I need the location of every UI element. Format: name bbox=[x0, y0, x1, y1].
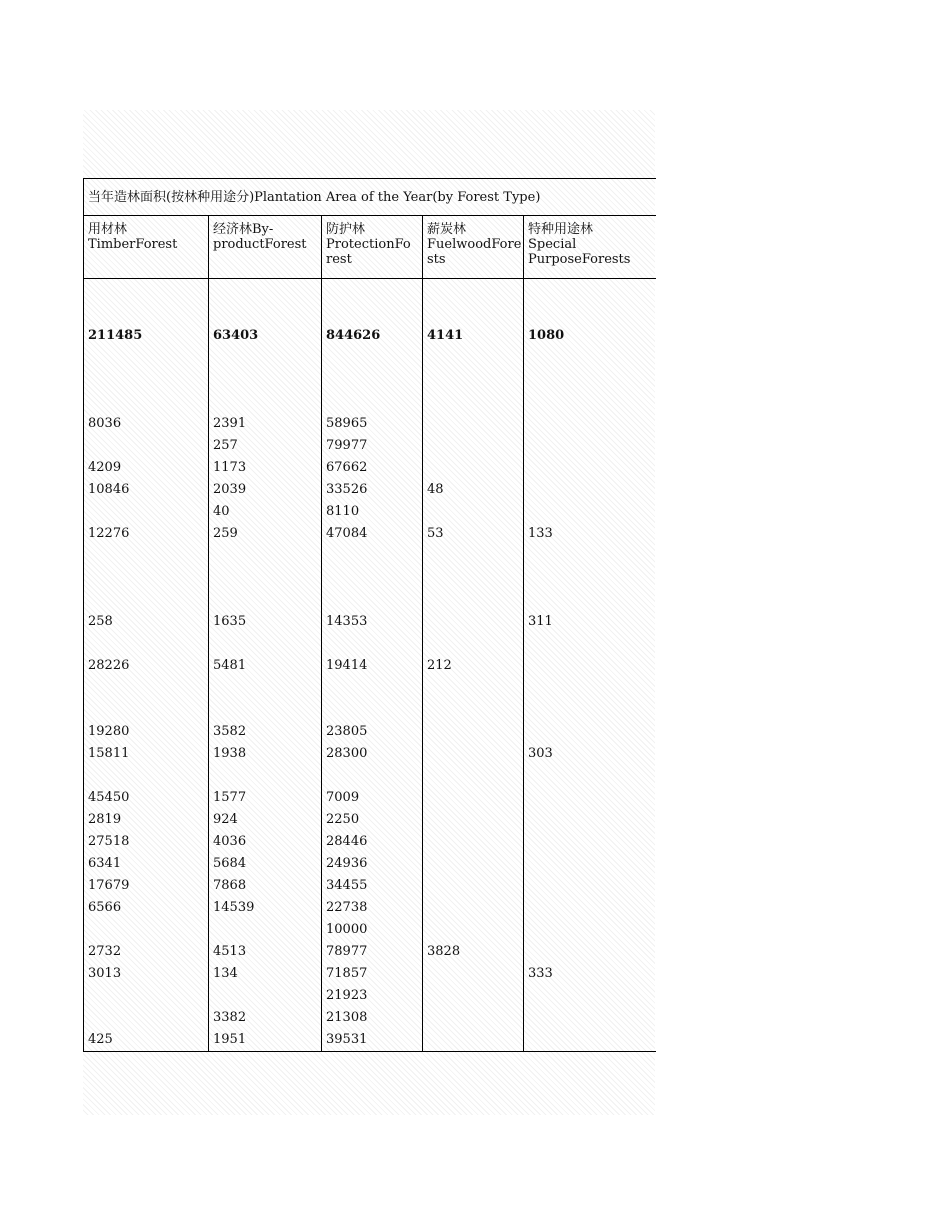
cell-timber: 3013 bbox=[84, 963, 209, 985]
cell-fuelwood bbox=[423, 809, 524, 831]
cell-special bbox=[524, 633, 656, 655]
cell-timber: 17679 bbox=[84, 875, 209, 897]
cell-byproduct: 1938 bbox=[209, 743, 322, 765]
cell-byproduct: 134 bbox=[209, 963, 322, 985]
cell-fuelwood bbox=[423, 875, 524, 897]
table-row bbox=[84, 963, 656, 985]
cell-special bbox=[524, 809, 656, 831]
spacer-row bbox=[84, 279, 656, 326]
table-row bbox=[84, 501, 656, 523]
cell-special bbox=[524, 941, 656, 963]
total-timber: 211485 bbox=[84, 325, 209, 347]
cell-timber: 12276 bbox=[84, 523, 209, 545]
cell-byproduct: 1951 bbox=[209, 1029, 322, 1052]
title-row bbox=[84, 179, 656, 216]
cell-fuelwood: 53 bbox=[423, 523, 524, 545]
cell-fuelwood bbox=[423, 765, 524, 787]
cell-byproduct bbox=[209, 391, 322, 413]
cell-byproduct bbox=[209, 545, 322, 567]
cell-fuelwood bbox=[423, 831, 524, 853]
cell-special bbox=[524, 391, 656, 413]
cell-fuelwood bbox=[423, 589, 524, 611]
cell-timber: 6566 bbox=[84, 897, 209, 919]
cell-special bbox=[524, 677, 656, 699]
cell-timber bbox=[84, 589, 209, 611]
table-row bbox=[84, 589, 656, 611]
cell-protection bbox=[322, 589, 423, 611]
cell-fuelwood bbox=[423, 369, 524, 391]
table-row bbox=[84, 985, 656, 1007]
cell-byproduct: 14539 bbox=[209, 897, 322, 919]
cell-protection: 2250 bbox=[322, 809, 423, 831]
cell-byproduct: 40 bbox=[209, 501, 322, 523]
cell-protection: 28446 bbox=[322, 831, 423, 853]
cell-protection: 47084 bbox=[322, 523, 423, 545]
cell-protection: 28300 bbox=[322, 743, 423, 765]
cell-protection bbox=[322, 567, 423, 589]
cell-byproduct bbox=[209, 699, 322, 721]
cell-protection: 14353 bbox=[322, 611, 423, 633]
cell-timber bbox=[84, 391, 209, 413]
cell-special bbox=[524, 457, 656, 479]
cell-protection: 22738 bbox=[322, 897, 423, 919]
cell-timber bbox=[84, 677, 209, 699]
cell-special bbox=[524, 545, 656, 567]
cell-fuelwood bbox=[423, 897, 524, 919]
cell-fuelwood bbox=[423, 1007, 524, 1029]
cell-timber bbox=[84, 347, 209, 369]
cell-special bbox=[524, 655, 656, 677]
cell-byproduct bbox=[209, 919, 322, 941]
cell-fuelwood bbox=[423, 501, 524, 523]
cell-byproduct bbox=[209, 567, 322, 589]
cell-protection bbox=[322, 633, 423, 655]
cell-byproduct bbox=[209, 677, 322, 699]
cell-byproduct: 2391 bbox=[209, 413, 322, 435]
cell-protection: 71857 bbox=[322, 963, 423, 985]
cell-timber bbox=[84, 919, 209, 941]
table-row bbox=[84, 655, 656, 677]
cell-timber: 28226 bbox=[84, 655, 209, 677]
cell-special bbox=[524, 435, 656, 457]
cell-fuelwood: 3828 bbox=[423, 941, 524, 963]
spacer-cell bbox=[423, 279, 524, 326]
cell-byproduct: 4513 bbox=[209, 941, 322, 963]
table-row bbox=[84, 611, 656, 633]
cell-byproduct bbox=[209, 589, 322, 611]
cell-byproduct bbox=[209, 369, 322, 391]
cell-protection bbox=[322, 545, 423, 567]
cell-special bbox=[524, 699, 656, 721]
cell-protection: 24936 bbox=[322, 853, 423, 875]
cell-fuelwood bbox=[423, 787, 524, 809]
total-fuelwood: 4141 bbox=[423, 325, 524, 347]
cell-protection bbox=[322, 347, 423, 369]
cell-fuelwood bbox=[423, 699, 524, 721]
cell-fuelwood bbox=[423, 919, 524, 941]
cell-fuelwood bbox=[423, 721, 524, 743]
cell-special bbox=[524, 589, 656, 611]
table-row bbox=[84, 369, 656, 391]
cell-fuelwood bbox=[423, 963, 524, 985]
cell-special bbox=[524, 875, 656, 897]
cell-protection: 7009 bbox=[322, 787, 423, 809]
cell-fuelwood bbox=[423, 413, 524, 435]
cell-protection: 34455 bbox=[322, 875, 423, 897]
cell-protection bbox=[322, 391, 423, 413]
cell-protection: 23805 bbox=[322, 721, 423, 743]
cell-timber: 10846 bbox=[84, 479, 209, 501]
cell-fuelwood bbox=[423, 1029, 524, 1052]
cell-fuelwood bbox=[423, 435, 524, 457]
cell-special bbox=[524, 501, 656, 523]
cell-timber: 15811 bbox=[84, 743, 209, 765]
table-row bbox=[84, 941, 656, 963]
cell-special bbox=[524, 721, 656, 743]
cell-protection: 33526 bbox=[322, 479, 423, 501]
table-row bbox=[84, 1029, 656, 1052]
cell-byproduct bbox=[209, 347, 322, 369]
header-byproduct: 经济林By- productForest bbox=[209, 216, 322, 279]
cell-special bbox=[524, 1029, 656, 1052]
cell-protection: 21308 bbox=[322, 1007, 423, 1029]
table-row bbox=[84, 633, 656, 655]
cell-special bbox=[524, 1007, 656, 1029]
cell-fuelwood bbox=[423, 677, 524, 699]
cell-byproduct: 5481 bbox=[209, 655, 322, 677]
cell-fuelwood: 212 bbox=[423, 655, 524, 677]
cell-protection: 21923 bbox=[322, 985, 423, 1007]
cell-protection: 67662 bbox=[322, 457, 423, 479]
header-row bbox=[84, 216, 656, 279]
cell-special bbox=[524, 853, 656, 875]
cell-fuelwood: 48 bbox=[423, 479, 524, 501]
cell-fuelwood bbox=[423, 633, 524, 655]
cell-timber: 2819 bbox=[84, 809, 209, 831]
cell-fuelwood bbox=[423, 853, 524, 875]
table-row bbox=[84, 721, 656, 743]
cell-special bbox=[524, 369, 656, 391]
cell-byproduct: 1635 bbox=[209, 611, 322, 633]
cell-fuelwood bbox=[423, 743, 524, 765]
cell-timber: 425 bbox=[84, 1029, 209, 1052]
cell-timber bbox=[84, 545, 209, 567]
total-protection: 844626 bbox=[322, 325, 423, 347]
cell-byproduct bbox=[209, 985, 322, 1007]
table-row bbox=[84, 1007, 656, 1029]
table-row bbox=[84, 853, 656, 875]
cell-protection: 58965 bbox=[322, 413, 423, 435]
cell-protection bbox=[322, 369, 423, 391]
total-byproduct: 63403 bbox=[209, 325, 322, 347]
cell-special bbox=[524, 479, 656, 501]
cell-fuelwood bbox=[423, 567, 524, 589]
table-row bbox=[84, 391, 656, 413]
cell-timber bbox=[84, 985, 209, 1007]
cell-protection: 78977 bbox=[322, 941, 423, 963]
cell-special bbox=[524, 831, 656, 853]
cell-fuelwood bbox=[423, 985, 524, 1007]
cell-timber: 258 bbox=[84, 611, 209, 633]
cell-timber: 8036 bbox=[84, 413, 209, 435]
cell-byproduct: 257 bbox=[209, 435, 322, 457]
table-row bbox=[84, 875, 656, 897]
cell-protection bbox=[322, 699, 423, 721]
cell-timber bbox=[84, 1007, 209, 1029]
cell-byproduct bbox=[209, 765, 322, 787]
cell-byproduct: 5684 bbox=[209, 853, 322, 875]
cell-special: 311 bbox=[524, 611, 656, 633]
table-row bbox=[84, 677, 656, 699]
cell-timber: 4209 bbox=[84, 457, 209, 479]
table-row bbox=[84, 347, 656, 369]
cell-special bbox=[524, 897, 656, 919]
plantation-table bbox=[83, 178, 656, 1052]
cell-byproduct: 7868 bbox=[209, 875, 322, 897]
table-row bbox=[84, 413, 656, 435]
cell-protection: 10000 bbox=[322, 919, 423, 941]
cell-protection: 8110 bbox=[322, 501, 423, 523]
total-special: 1080 bbox=[524, 325, 656, 347]
table-row bbox=[84, 919, 656, 941]
table-row bbox=[84, 897, 656, 919]
cell-byproduct bbox=[209, 633, 322, 655]
cell-byproduct: 4036 bbox=[209, 831, 322, 853]
cell-special: 333 bbox=[524, 963, 656, 985]
cell-byproduct: 924 bbox=[209, 809, 322, 831]
header-protection: 防护林 ProtectionFo rest bbox=[322, 216, 423, 279]
table-title: 当年造林面积(按林种用途分)Plantation Area of the Year(by Forest Type) bbox=[84, 179, 656, 216]
cell-special bbox=[524, 985, 656, 1007]
table-row bbox=[84, 699, 656, 721]
cell-protection: 19414 bbox=[322, 655, 423, 677]
cell-fuelwood bbox=[423, 545, 524, 567]
table-row bbox=[84, 523, 656, 545]
spacer-cell bbox=[84, 279, 209, 326]
spacer-cell bbox=[322, 279, 423, 326]
cell-byproduct: 3582 bbox=[209, 721, 322, 743]
table-row bbox=[84, 435, 656, 457]
cell-byproduct: 2039 bbox=[209, 479, 322, 501]
cell-special bbox=[524, 413, 656, 435]
table-row bbox=[84, 787, 656, 809]
header-special: 特种用途林 Special PurposeForests bbox=[524, 216, 656, 279]
cell-timber bbox=[84, 435, 209, 457]
total-row bbox=[84, 325, 656, 347]
cell-special: 303 bbox=[524, 743, 656, 765]
cell-timber bbox=[84, 633, 209, 655]
cell-fuelwood bbox=[423, 347, 524, 369]
cell-timber bbox=[84, 369, 209, 391]
table-row bbox=[84, 457, 656, 479]
cell-timber: 27518 bbox=[84, 831, 209, 853]
cell-fuelwood bbox=[423, 391, 524, 413]
header-fuelwood: 薪炭林 FuelwoodFore sts bbox=[423, 216, 524, 279]
cell-protection: 79977 bbox=[322, 435, 423, 457]
spacer-cell bbox=[209, 279, 322, 326]
table-row bbox=[84, 479, 656, 501]
cell-special bbox=[524, 567, 656, 589]
table-row bbox=[84, 567, 656, 589]
cell-timber bbox=[84, 501, 209, 523]
cell-timber: 45450 bbox=[84, 787, 209, 809]
table-row bbox=[84, 545, 656, 567]
cell-special bbox=[524, 765, 656, 787]
cell-protection bbox=[322, 677, 423, 699]
cell-byproduct: 3382 bbox=[209, 1007, 322, 1029]
cell-fuelwood bbox=[423, 611, 524, 633]
cell-protection bbox=[322, 765, 423, 787]
cell-special bbox=[524, 919, 656, 941]
cell-timber: 19280 bbox=[84, 721, 209, 743]
spacer-cell bbox=[524, 279, 656, 326]
cell-timber: 6341 bbox=[84, 853, 209, 875]
cell-timber bbox=[84, 765, 209, 787]
cell-special bbox=[524, 787, 656, 809]
table-row bbox=[84, 831, 656, 853]
cell-byproduct: 1577 bbox=[209, 787, 322, 809]
table-row bbox=[84, 743, 656, 765]
table-row bbox=[84, 765, 656, 787]
cell-timber: 2732 bbox=[84, 941, 209, 963]
cell-special: 133 bbox=[524, 523, 656, 545]
cell-timber bbox=[84, 699, 209, 721]
cell-special bbox=[524, 347, 656, 369]
cell-fuelwood bbox=[423, 457, 524, 479]
header-timber: 用材林 TimberForest bbox=[84, 216, 209, 279]
cell-protection: 39531 bbox=[322, 1029, 423, 1052]
table-row bbox=[84, 809, 656, 831]
cell-byproduct: 259 bbox=[209, 523, 322, 545]
cell-byproduct: 1173 bbox=[209, 457, 322, 479]
cell-timber bbox=[84, 567, 209, 589]
